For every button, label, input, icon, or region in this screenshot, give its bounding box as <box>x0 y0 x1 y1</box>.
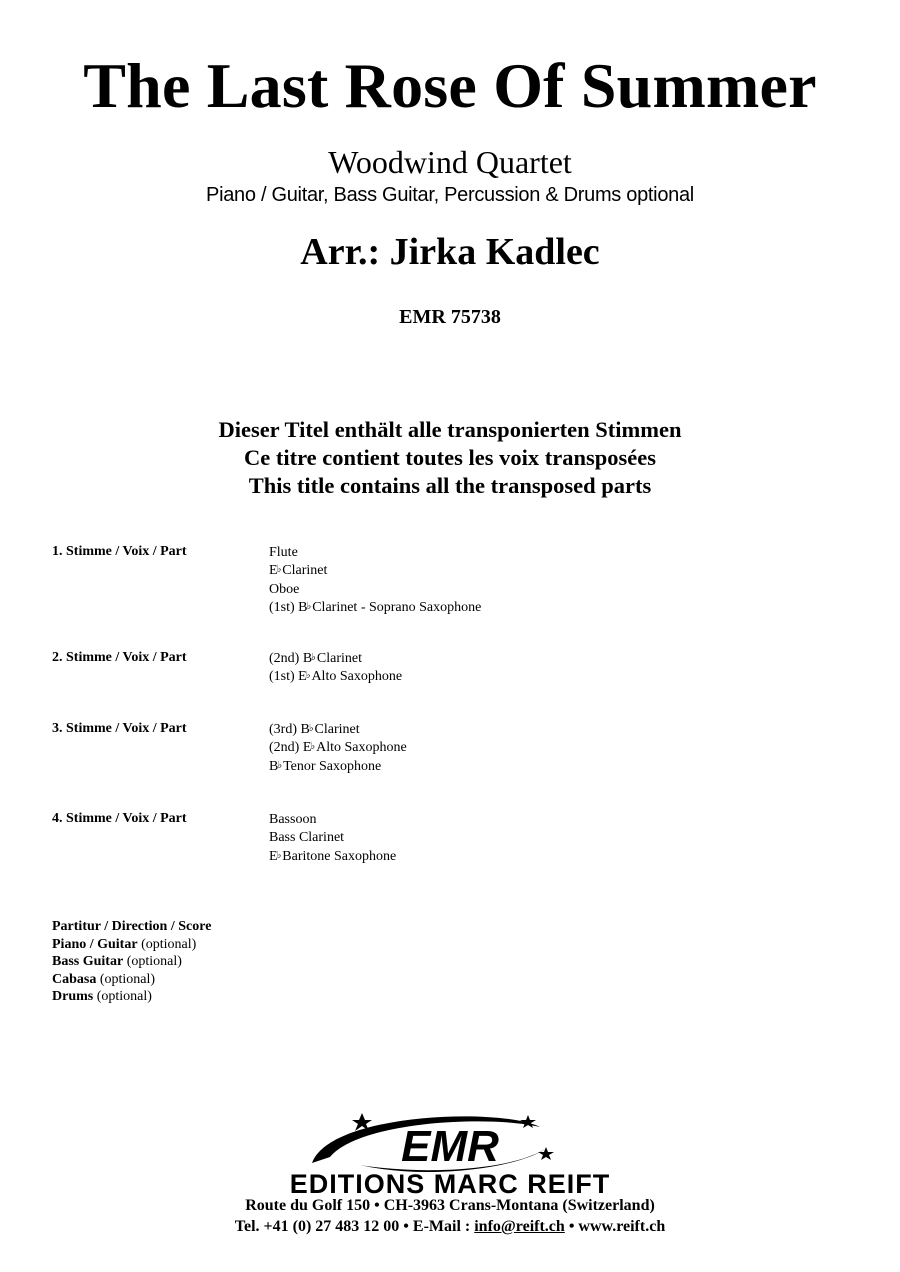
website: • www.reift.ch <box>568 1218 666 1235</box>
instrument-item: Bassoon <box>269 812 317 827</box>
instrument-item: Flute <box>269 545 298 560</box>
contact-phone: Tel. +41 (0) 27 483 12 00 • E-Mail : <box>234 1218 471 1235</box>
instrument-item: (3rd) B♭Clarinet <box>269 722 360 737</box>
extras-item: Drums (optional) <box>52 989 152 1004</box>
extras-item: Bass Guitar (optional) <box>52 954 182 969</box>
part-4-instruments <box>269 810 396 865</box>
instrument-item: B♭Tenor Saxophone <box>269 758 382 774</box>
part-3-instruments <box>269 720 407 775</box>
instrument-item: (2nd) B♭Clarinet <box>269 651 362 666</box>
instrumentation-line: Piano / Guitar, Bass Guitar, Percussion & Drums optional <box>206 184 694 206</box>
notice-german: Dieser Titel enthält alle transponierten Stimmen <box>218 417 682 442</box>
instrument-item: (2nd) E♭Alto Saxophone <box>269 740 407 756</box>
extras-item: Piano / Guitar (optional) <box>52 936 197 952</box>
catalog-number: EMR 75738 <box>399 306 501 328</box>
part-2-label: 2. Stimme / Voix / Part <box>52 650 187 665</box>
part-4-label: 4. Stimme / Voix / Part <box>52 811 187 826</box>
extras-item: Cabasa (optional) <box>52 971 156 987</box>
instrument-item: Bass Clarinet <box>269 830 345 846</box>
arranger: Arr.: Jirka Kadlec <box>300 231 600 273</box>
instrument-item: Oboe <box>269 581 300 597</box>
publisher-address: Route du Golf 150 • CH-3963 Crans-Montana (Switzerland) <box>245 1197 655 1214</box>
extras-item: Partitur / Direction / Score <box>52 919 212 934</box>
subtitle: Woodwind Quartet <box>328 144 572 180</box>
logo-text: EMR <box>401 1122 499 1171</box>
notice-french: Ce titre contient toutes les voix transposées <box>243 445 656 470</box>
publisher-name: EDITIONS MARC REIFT <box>289 1169 611 1199</box>
part-2-instruments <box>269 649 402 686</box>
email-link[interactable]: info@reift.ch <box>474 1218 565 1235</box>
notice-english: This title contains all the transposed parts <box>248 473 652 498</box>
instrument-item: E♭Clarinet <box>269 563 328 579</box>
part-1-label: 1. Stimme / Voix / Part <box>52 544 187 559</box>
instrument-item: (1st) E♭Alto Saxophone <box>269 669 403 685</box>
score-and-optional-parts <box>52 918 211 1006</box>
part-1-instruments <box>269 543 481 616</box>
instrument-item: E♭Baritone Saxophone <box>269 848 397 864</box>
part-3-label: 3. Stimme / Voix / Part <box>52 721 187 736</box>
instrument-item: (1st) B♭Clarinet - Soprano Saxophone <box>269 599 482 615</box>
logo-star <box>538 1147 554 1160</box>
page-title: The Last Rose Of Summer <box>83 50 817 121</box>
publisher-contact <box>0 1217 900 1237</box>
transposed-parts-notice <box>0 416 900 500</box>
